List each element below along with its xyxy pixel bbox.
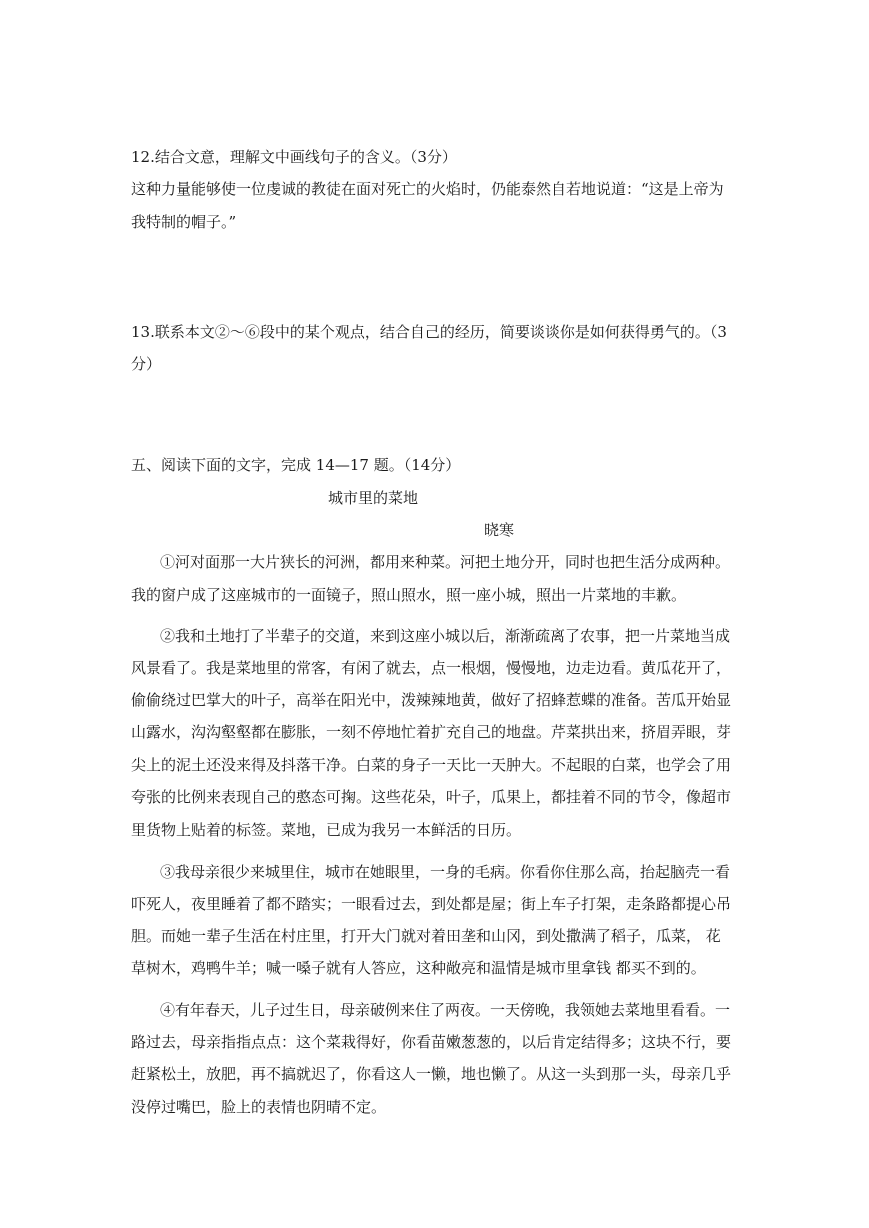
paragraph-line: 我的窗户成了这座城市的一面镜子，照山照水，照一座小城，照出一片菜地的丰歉。 bbox=[131, 586, 687, 604]
paragraph-line: 夸张的比例来表现自己的憨态可掬。这些花朵，叶子，瓜果上，都挂着不同的节令，像超市 bbox=[131, 788, 732, 806]
paragraph-line: ②我和土地打了半辈子的交道，来到这座小城以后，渐渐疏离了农事，把一片菜地当成 bbox=[160, 627, 731, 645]
underlined-sentence-line-1: 这种力量能够使一位虔诚的教徒在面对死亡的火焰时，仍能泰然自若地说道：“这是上帝为 bbox=[131, 180, 724, 198]
paragraph-line: 胆。而她一辈子生活在村庄里，打开大门就对着田垄和山冈，到处撒满了稻子，瓜菜， 花 bbox=[131, 927, 721, 945]
article-title: 城市里的菜地 bbox=[328, 489, 419, 507]
paragraph-line: 里货物上贴着的标签。菜地，已成为我另一本鲜活的日历。 bbox=[131, 821, 522, 839]
paragraph-line: 路过去，母亲指指点点：这个菜栽得好，你看苗嫩葱葱的，以后肯定结得多；这块不行，要 bbox=[131, 1033, 732, 1051]
paragraph-line: 尖上的泥土还没来得及抖落干净。白菜的身子一天比一天肿大。不起眼的白菜，也学会了用 bbox=[131, 756, 732, 774]
paragraph-line: 赶紧松土，放肥，再不搞就迟了，你看这人一懒，地也懒了。从这一头到那一头，母亲几乎 bbox=[131, 1065, 732, 1083]
underlined-sentence-line-2: 我特制的帽子。” bbox=[131, 213, 237, 231]
paragraph-line: 山露水，沟沟壑壑都在膨胀，一刻不停地忙着扩充自己的地盘。芹菜拱出来，挤眉弄眼，芽 bbox=[131, 723, 732, 741]
question-13-line-2: 分） bbox=[131, 355, 162, 373]
article-author: 晓寒 bbox=[484, 521, 515, 539]
section-5-heading: 五、阅读下面的文字，完成 14—17 题。（14分） bbox=[131, 456, 461, 474]
paragraph-line: 偷偷绕过巴掌大的叶子，高举在阳光中，泼辣辣地黄，做好了招蜂惹蝶的准备。苦瓜开始显 bbox=[131, 691, 732, 709]
paragraph-line: 风景看了。我是菜地里的常客，有闲了就去，点一根烟，慢慢地，边走边看。黄瓜花开了， bbox=[131, 659, 732, 677]
paragraph-line: 没停过嘴巴，脸上的表情也阴晴不定。 bbox=[131, 1098, 387, 1116]
paragraph-line: 草树木，鸡鸭牛羊；喊一嗓子就有人答应，这种敞亮和温情是城市里拿钱 都买不到的。 bbox=[131, 959, 706, 977]
question-12-prompt: 12.结合文意，理解文中画线句子的含义。（3分） bbox=[131, 148, 457, 166]
paragraph-line: 吓死人，夜里睡着了都不踏实；一眼看过去，到处都是屋；街上车子打架，走条路都提心吊 bbox=[131, 895, 732, 913]
paragraph-line: ③我母亲很少来城里住，城市在她眼里，一身的毛病。你看你住那么高，抬起脑壳一看 bbox=[160, 863, 731, 881]
paragraph-line: ④有年春天，儿子过生日，母亲破例来住了两夜。一天傍晚，我领她去菜地里看看。一 bbox=[160, 1001, 731, 1019]
question-13-line-1: 13.联系本文②～⑥段中的某个观点，结合自己的经历，简要谈谈你是如何获得勇气的。（3 bbox=[131, 323, 727, 341]
paragraph-line: ①河对面那一大片狭长的河洲，都用来种菜。河把土地分开，同时也把生活分成两种。 bbox=[160, 553, 731, 571]
